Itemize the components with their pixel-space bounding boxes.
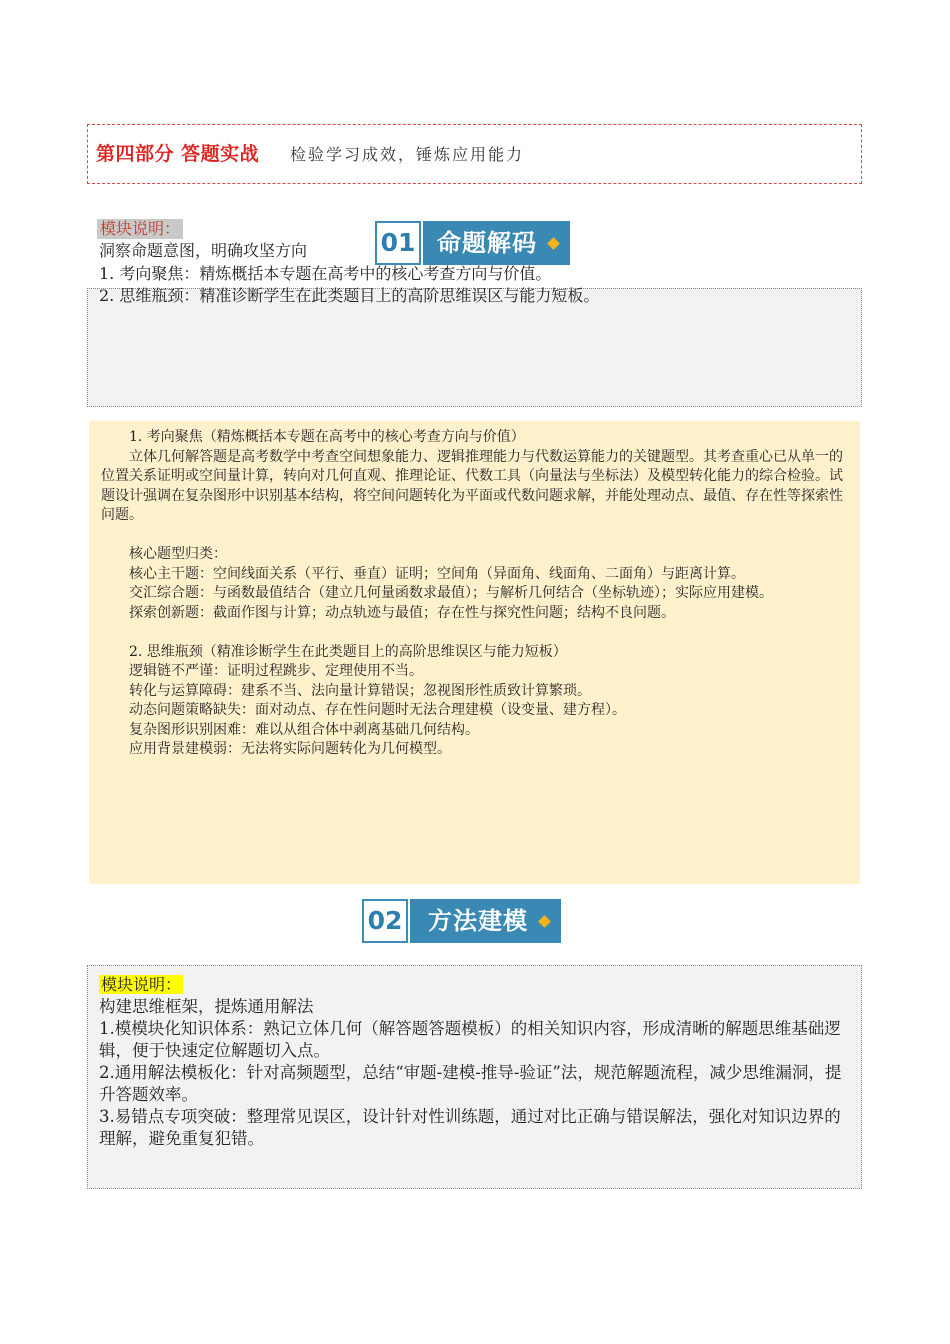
- analysis-box: [89, 421, 860, 884]
- section2-box: [87, 965, 862, 1189]
- core-type-intersection: 交汇综合题：与函数最值结合（建立几何量函数求最值）；与解析几何结合（坐标轨迹）；实际应用建模。: [129, 585, 773, 601]
- part-title: 第四部分 答题实战: [96, 143, 260, 165]
- core-types-heading: 核心题型归类：: [129, 546, 227, 562]
- diamond-icon: [547, 237, 560, 250]
- focus-paragraph: 立体几何解答题是高考数学中考查空间想象能力、逻辑推理能力与代数运算能力的关键题型。其考查重心已从单一的位置关系证明或空间量计算，转向对几何直观、推理论证、代数工具（向量法与坐标法）及模型转化能力的综合检验。试题设计强调在复杂图形中识别基本结构，将空间问题转化为平面或代数问题求解，并能处理动点、最值、存在性等探索性问题。: [101, 448, 843, 523]
- diamond-icon: [538, 915, 551, 928]
- section2-content: [99, 974, 851, 1150]
- part-subtitle: 检验学习成效，锤炼应用能力: [290, 145, 525, 164]
- section1-badge-label-box: [423, 221, 570, 265]
- section1-line-2: 2. 思维瓶颈：精准诊断学生在此类题目上的高阶思维误区与能力短板。: [99, 286, 600, 305]
- section2-item: 2.通用解法模板化：针对高频题型，总结“审题-建模-推导-验证”法，规范解题流程，减少思维漏洞，提升答题效率。: [99, 1063, 842, 1104]
- section1-line-intro: 洞察命题意图，明确攻坚方向: [99, 241, 308, 260]
- section1-badge: [375, 221, 570, 265]
- part-header: [87, 124, 862, 184]
- bottleneck-heading: 2. 思维瓶颈（精准诊断学生在此类题目上的高阶思维误区与能力短板）: [129, 643, 567, 660]
- core-type-innovation: 探索创新题：截面作图与计算；动点轨迹与最值；存在性与探究性问题；结构不良问题。: [129, 604, 675, 621]
- section2-badge: [362, 899, 561, 943]
- bottleneck-item: 应用背景建模弱：无法将实际问题转化为几何模型。: [129, 741, 451, 757]
- section1-module-label: 模块说明：: [97, 219, 183, 239]
- bottleneck-item: 逻辑链不严谨：证明过程跳步、定理使用不当。: [129, 663, 423, 679]
- bottleneck-item: 动态问题策略缺失：面对动点、存在性问题时无法合理建模（设变量、建方程）。: [129, 702, 626, 718]
- section2-item: 3.易错点专项突破：整理常见误区，设计针对性训练题，通过对比正确与错误解法，强化对知识边界的理解，避免重复犯错。: [99, 1107, 841, 1148]
- focus-heading: 1. 考向聚焦（精炼概括本专题在高考中的核心考查方向与价值）: [129, 429, 525, 445]
- section1-badge-number: 01: [375, 221, 421, 265]
- section1-line-1: 1. 考向聚焦：精炼概括本专题在高考中的核心考查方向与价值。: [99, 264, 552, 283]
- section2-badge-label-box: [410, 899, 561, 943]
- core-type-main: 核心主干题：空间线面关系（平行、垂直）证明；空间角（异面角、线面角、二面角）与距离计算。: [129, 565, 745, 582]
- section2-badge-number: 02: [362, 899, 408, 943]
- section2-intro: 构建思维框架，提炼通用解法: [99, 997, 314, 1016]
- bottleneck-item: 复杂图形识别困难：难以从组合体中剥离基础几何结构。: [129, 721, 479, 738]
- section2-item: 1.模模块化知识体系：熟记立体几何（解答题答题模板）的相关知识内容，形成清晰的解题思维基础逻辑，便于快速定位解题切入点。: [99, 1019, 841, 1060]
- analysis-body: [101, 428, 849, 760]
- bottleneck-item: 转化与运算障碍：建系不当、法向量计算错误；忽视图形性质致计算繁琐。: [129, 682, 591, 699]
- section1-badge-label: 命题解码: [437, 229, 537, 257]
- section2-badge-label: 方法建模: [428, 907, 528, 935]
- section2-module-label: 模块说明：: [101, 975, 182, 994]
